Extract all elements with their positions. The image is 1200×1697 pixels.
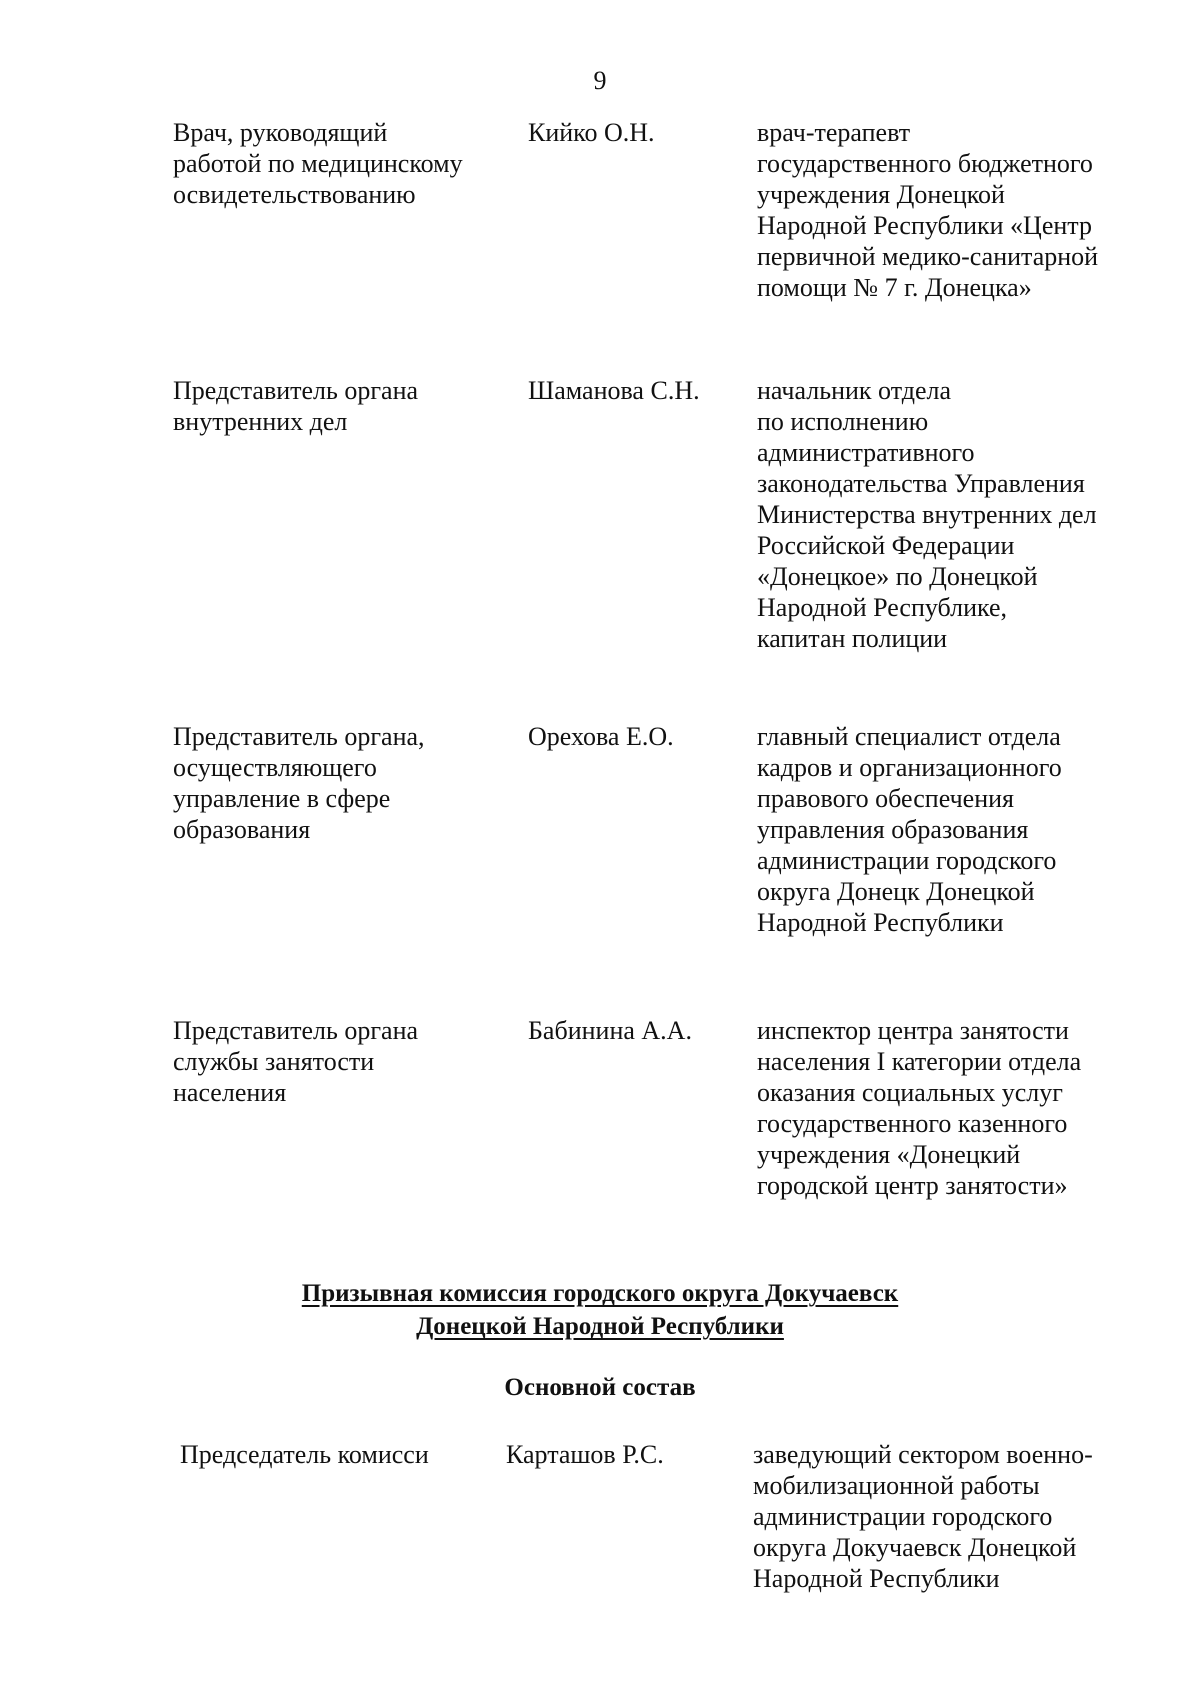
member-position (757, 375, 1157, 654)
role-line: работой по медицинскому (173, 149, 463, 178)
position-line: учреждения «Донецкий (757, 1140, 1021, 1169)
position-line: управления образования (757, 815, 1029, 844)
section-title-line: Донецкой Народной Республики (416, 1313, 784, 1340)
position-line: правового обеспечения (757, 784, 1014, 813)
role-line: Представитель органа, (173, 722, 425, 751)
position-line: начальник отдела (757, 376, 952, 405)
member-role (173, 375, 503, 437)
role-line: Председатель комисси (180, 1440, 429, 1469)
member-name: Карташов Р.С. (506, 1440, 664, 1469)
section-title (0, 1277, 1200, 1343)
position-line: Народной Республике, (757, 593, 1008, 622)
section-subtitle: Основной состав (504, 1374, 696, 1401)
member-name: Бабинина А.А. (528, 1016, 692, 1045)
page-number: 9 (593, 66, 607, 95)
position-line: оказания социальных услуг (757, 1078, 1063, 1107)
position-line: мобилизационной работы (753, 1471, 1040, 1500)
position-line: администрации городского (753, 1502, 1053, 1531)
position-line: Народной Республики (753, 1564, 1000, 1593)
member-position (757, 1015, 1157, 1201)
member-role (173, 117, 503, 210)
role-line: Представитель органа (173, 1016, 419, 1045)
position-line: государственного казенного (757, 1109, 1068, 1138)
position-line: кадров и организационного (757, 753, 1062, 782)
position-line: округа Докучаевск Донецкой (753, 1533, 1077, 1562)
position-line: администрации городского (757, 846, 1057, 875)
role-line: управление в сфере (173, 784, 391, 813)
position-line: учреждения Донецкой (757, 180, 1005, 209)
member-position (757, 721, 1157, 938)
role-line: службы занятости (173, 1047, 375, 1076)
role-line: населения (173, 1078, 287, 1107)
member-role (173, 721, 503, 845)
role-line: осуществляющего (173, 753, 377, 782)
position-line: законодательства Управления (757, 469, 1085, 498)
role-line: освидетельствованию (173, 180, 416, 209)
position-line: инспектор центра занятости (757, 1016, 1069, 1045)
position-line: «Донецкое» по Донецкой (757, 562, 1038, 591)
section-title-line: Призывная комиссия городского округа Докучаевск (301, 1280, 899, 1307)
member-role (180, 1439, 510, 1470)
member-name: Шаманова С.Н. (528, 376, 700, 405)
position-line: заведующий сектором военно- (753, 1440, 1093, 1469)
position-line: первичной медико-санитарной (757, 242, 1099, 271)
position-line: Народной Республики «Центр (757, 211, 1092, 240)
role-line: образования (173, 815, 311, 844)
position-line: населения I категории отдела (757, 1047, 1082, 1076)
member-position (753, 1439, 1153, 1594)
position-line: главный специалист отдела (757, 722, 1061, 751)
member-name: Кийко О.Н. (528, 118, 655, 147)
member-name: Орехова Е.О. (528, 722, 674, 751)
position-line: помощи № 7 г. Донецка» (757, 273, 1032, 302)
position-line: городской центр занятости» (757, 1171, 1068, 1200)
role-line: внутренних дел (173, 407, 348, 436)
position-line: врач-терапевт (757, 118, 911, 147)
role-line: Представитель органа (173, 376, 419, 405)
position-line: Народной Республики (757, 908, 1004, 937)
member-role (173, 1015, 503, 1108)
role-line: Врач, руководящий (173, 118, 388, 147)
position-line: Министерства внутренних дел (757, 500, 1097, 529)
position-line: Российской Федерации (757, 531, 1015, 560)
position-line: капитан полиции (757, 624, 948, 653)
position-line: по исполнению (757, 407, 929, 436)
member-position (757, 117, 1157, 303)
position-line: административного (757, 438, 975, 467)
position-line: государственного бюджетного (757, 149, 1093, 178)
position-line: округа Донецк Донецкой (757, 877, 1035, 906)
